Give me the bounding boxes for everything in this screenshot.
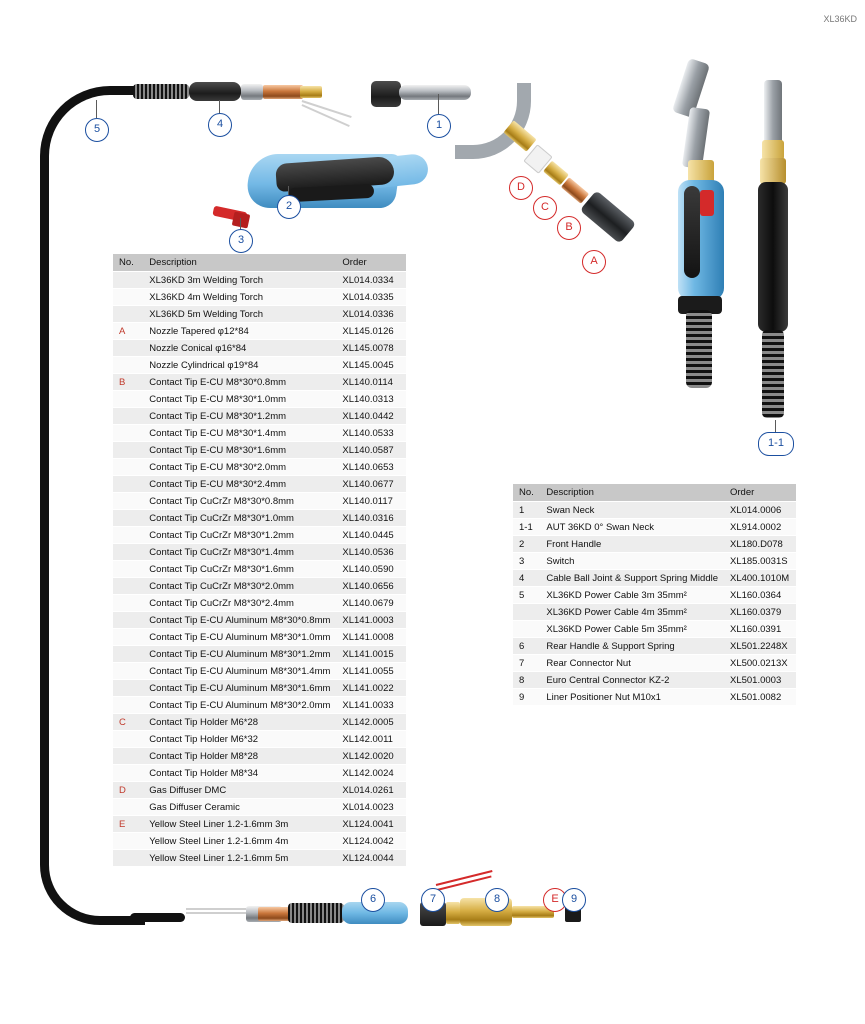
contact-tip-B [561, 177, 589, 204]
row-order: XL140.0313 [336, 391, 406, 408]
col-order: Order [724, 484, 796, 502]
row-num [513, 604, 540, 621]
row-desc: XL36KD 3m Welding Torch [143, 272, 336, 289]
row-desc: Nozzle Tapered φ12*84 [143, 323, 336, 340]
table-row [113, 612, 406, 629]
row-num: 2 [513, 536, 540, 553]
callout-9[interactable]: 9 [562, 888, 586, 912]
row-desc: Contact Tip E-CU M8*30*0.8mm [143, 374, 336, 391]
table-row [113, 425, 406, 442]
table-row [113, 561, 406, 578]
callout-5[interactable]: 5 [85, 118, 109, 142]
table-row [113, 272, 406, 289]
table-row [513, 638, 796, 655]
row-key [113, 340, 143, 357]
row-key [113, 459, 143, 476]
copper-crimp-bottom [258, 907, 290, 921]
row-order: XL142.0011 [336, 731, 406, 748]
row-order: XL160.0391 [724, 621, 796, 638]
main-parts-table [113, 254, 406, 867]
table-row [113, 578, 406, 595]
row-order: XL500.0213X [724, 655, 796, 672]
callout-2[interactable]: 2 [277, 195, 301, 219]
row-key [113, 442, 143, 459]
main-table-body [113, 272, 406, 867]
table-row [113, 323, 406, 340]
leader-5 [96, 100, 97, 118]
row-desc: Contact Tip Holder M8*28 [143, 748, 336, 765]
table-row [513, 502, 796, 519]
row-key [113, 544, 143, 561]
row-desc: Contact Tip E-CU Aluminum M8*30*1.2mm [143, 646, 336, 663]
row-order: XL160.0379 [724, 604, 796, 621]
col-description: Description [540, 484, 724, 502]
table-row [113, 731, 406, 748]
row-desc: Cable Ball Joint & Support Spring Middle [540, 570, 724, 587]
bottom-wire-1 [186, 908, 246, 910]
table-row [513, 536, 796, 553]
table-row [113, 765, 406, 782]
row-key [113, 391, 143, 408]
row-desc: Contact Tip E-CU Aluminum M8*30*1.0mm [143, 629, 336, 646]
row-order: XL140.0590 [336, 561, 406, 578]
swan-neck-bend [455, 83, 531, 159]
row-order: XL014.0023 [336, 799, 406, 816]
callout-6[interactable]: 6 [361, 888, 385, 912]
table-row [513, 655, 796, 672]
row-desc: Nozzle Conical φ16*84 [143, 340, 336, 357]
table-row [113, 340, 406, 357]
table-row [513, 553, 796, 570]
row-key [113, 731, 143, 748]
row-order: XL145.0126 [336, 323, 406, 340]
callout-A[interactable]: A [582, 250, 606, 274]
row-order: XL141.0008 [336, 629, 406, 646]
row-desc: Liner Positioner Nut M10x1 [540, 689, 724, 706]
row-key [113, 306, 143, 323]
row-order: XL400.1010M [724, 570, 796, 587]
row-key [113, 357, 143, 374]
row-order: XL014.0261 [336, 782, 406, 799]
table-row [113, 714, 406, 731]
table-row [113, 544, 406, 561]
col-no: No. [513, 484, 540, 502]
rear-support-spring [288, 903, 344, 923]
row-order: XL142.0005 [336, 714, 406, 731]
row-key: E [113, 816, 143, 833]
row-desc: Contact Tip CuCrZr M8*30*2.0mm [143, 578, 336, 595]
row-order: XL140.0587 [336, 442, 406, 459]
row-key [113, 578, 143, 595]
row-order: XL142.0020 [336, 748, 406, 765]
row-desc: Yellow Steel Liner 1.2-1.6mm 5m [143, 850, 336, 867]
cable-ball-joint [189, 82, 241, 101]
row-key [113, 765, 143, 782]
table-row [113, 442, 406, 459]
row-order: XL140.0114 [336, 374, 406, 391]
row-order: XL185.0031S [724, 553, 796, 570]
row-desc: Rear Connector Nut [540, 655, 724, 672]
col-description: Description [143, 254, 336, 272]
row-desc: Contact Tip CuCrZr M8*30*2.4mm [143, 595, 336, 612]
front-handle [248, 146, 428, 212]
table-row [113, 680, 406, 697]
leader-4 [219, 100, 220, 114]
row-order: XL914.0002 [724, 519, 796, 536]
table-row [513, 672, 796, 689]
row-num: 7 [513, 655, 540, 672]
row-key [113, 289, 143, 306]
row-key: B [113, 374, 143, 391]
support-spring-middle [133, 84, 189, 99]
nozzle-A [580, 190, 637, 243]
row-desc: Switch [540, 553, 724, 570]
corner-note: XL36KD [823, 14, 857, 24]
row-desc: Contact Tip E-CU M8*30*1.6mm [143, 442, 336, 459]
table-row [513, 570, 796, 587]
row-order: XL140.0533 [336, 425, 406, 442]
row-key [113, 646, 143, 663]
row-desc: XL36KD Power Cable 3m 35mm² [540, 587, 724, 604]
row-desc: AUT 36KD 0° Swan Neck [540, 519, 724, 536]
col-no: No. [113, 254, 143, 272]
row-num [513, 621, 540, 638]
euro-central-connector [446, 902, 460, 924]
row-order: XL501.0082 [724, 689, 796, 706]
row-key [113, 510, 143, 527]
row-key [113, 408, 143, 425]
row-desc: XL36KD Power Cable 5m 35mm² [540, 621, 724, 638]
table-row [113, 646, 406, 663]
row-order: XL014.0335 [336, 289, 406, 306]
row-desc: Contact Tip Holder M6*28 [143, 714, 336, 731]
row-desc: Front Handle [540, 536, 724, 553]
table-row [113, 510, 406, 527]
switch-trigger [213, 205, 251, 227]
row-order: XL140.0445 [336, 527, 406, 544]
row-order: XL140.0536 [336, 544, 406, 561]
table-row [113, 816, 406, 833]
row-desc: Contact Tip E-CU M8*30*2.4mm [143, 476, 336, 493]
row-desc: Contact Tip E-CU M8*30*1.4mm [143, 425, 336, 442]
brass-nut-top [300, 86, 322, 98]
row-desc: Euro Central Connector KZ-2 [540, 672, 724, 689]
table-row [513, 587, 796, 604]
complete-torch [660, 60, 740, 390]
row-desc: Swan Neck [540, 502, 724, 519]
row-key [113, 527, 143, 544]
row-order: XL501.2248X [724, 638, 796, 655]
row-desc: Contact Tip E-CU M8*30*2.0mm [143, 459, 336, 476]
row-desc: Contact Tip CuCrZr M8*30*1.2mm [143, 527, 336, 544]
neck-insulator [371, 81, 401, 107]
row-key: C [113, 714, 143, 731]
row-desc: XL36KD 5m Welding Torch [143, 306, 336, 323]
table-row [113, 663, 406, 680]
row-order: XL140.0656 [336, 578, 406, 595]
row-order: XL014.0336 [336, 306, 406, 323]
row-key [113, 595, 143, 612]
joint-ferrule [241, 84, 263, 100]
row-key: D [113, 782, 143, 799]
row-order: XL124.0044 [336, 850, 406, 867]
row-key [113, 697, 143, 714]
row-desc: Gas Diffuser DMC [143, 782, 336, 799]
table-row [513, 689, 796, 706]
row-num: 9 [513, 689, 540, 706]
row-order: XL141.0033 [336, 697, 406, 714]
row-order: XL140.0117 [336, 493, 406, 510]
row-desc: Contact Tip E-CU Aluminum M8*30*1.6mm [143, 680, 336, 697]
row-num: 5 [513, 587, 540, 604]
table-row [113, 374, 406, 391]
row-order: XL140.0442 [336, 408, 406, 425]
side-table-header-row [513, 484, 796, 502]
row-desc: Contact Tip E-CU Aluminum M8*30*1.4mm [143, 663, 336, 680]
table-row [113, 799, 406, 816]
row-order: XL160.0364 [724, 587, 796, 604]
row-num: 3 [513, 553, 540, 570]
aut-swan-neck [752, 80, 798, 440]
table-row [113, 289, 406, 306]
table-row [113, 748, 406, 765]
table-row [113, 697, 406, 714]
row-order: XL140.0653 [336, 459, 406, 476]
row-num: 6 [513, 638, 540, 655]
callout-7[interactable]: 7 [421, 888, 445, 912]
cable-bottom-run [130, 913, 185, 922]
callout-E[interactable]: E [543, 888, 567, 912]
callout-D[interactable]: D [509, 176, 533, 200]
row-order: XL145.0078 [336, 340, 406, 357]
row-key [113, 476, 143, 493]
row-order: XL180.D078 [724, 536, 796, 553]
side-table-body [513, 502, 796, 706]
table-row [113, 833, 406, 850]
col-order: Order [336, 254, 406, 272]
table-row [113, 629, 406, 646]
row-num: 1 [513, 502, 540, 519]
row-desc: Contact Tip E-CU M8*30*1.2mm [143, 408, 336, 425]
row-desc: Contact Tip Holder M8*34 [143, 765, 336, 782]
row-desc: Contact Tip CuCrZr M8*30*1.6mm [143, 561, 336, 578]
row-order: XL124.0042 [336, 833, 406, 850]
row-key [113, 850, 143, 867]
callout-C[interactable]: C [533, 196, 557, 220]
row-num: 4 [513, 570, 540, 587]
row-key [113, 663, 143, 680]
row-order: XL141.0055 [336, 663, 406, 680]
copper-connector-top [263, 85, 303, 99]
table-row [113, 527, 406, 544]
row-desc: Contact Tip CuCrZr M8*30*1.4mm [143, 544, 336, 561]
row-order: XL140.0677 [336, 476, 406, 493]
table-row [113, 459, 406, 476]
table-header-row [113, 254, 406, 272]
row-num: 8 [513, 672, 540, 689]
row-order: XL140.0316 [336, 510, 406, 527]
row-desc: Contact Tip Holder M6*32 [143, 731, 336, 748]
row-key [113, 833, 143, 850]
row-key [113, 629, 143, 646]
row-desc: Gas Diffuser Ceramic [143, 799, 336, 816]
table-row [513, 519, 796, 536]
row-key [113, 748, 143, 765]
row-desc: Contact Tip E-CU Aluminum M8*30*0.8mm [143, 612, 336, 629]
row-key [113, 561, 143, 578]
table-row [113, 782, 406, 799]
row-desc: XL36KD 4m Welding Torch [143, 289, 336, 306]
row-key [113, 493, 143, 510]
callout-B[interactable]: B [557, 216, 581, 240]
row-order: XL145.0045 [336, 357, 406, 374]
table-row [113, 493, 406, 510]
callout-1[interactable]: 1 [427, 114, 451, 138]
table-row [513, 621, 796, 638]
gas-diffuser-D [503, 120, 536, 152]
row-key [113, 680, 143, 697]
row-order: XL141.0015 [336, 646, 406, 663]
table-row [113, 391, 406, 408]
row-key [113, 612, 143, 629]
row-order: XL014.0006 [724, 502, 796, 519]
row-desc: Contact Tip E-CU M8*30*1.0mm [143, 391, 336, 408]
row-desc: Nozzle Cylindrical φ19*84 [143, 357, 336, 374]
row-order: XL124.0041 [336, 816, 406, 833]
callout-1-1[interactable]: 1-1 [758, 432, 794, 456]
row-order: XL142.0024 [336, 765, 406, 782]
table-row [113, 408, 406, 425]
row-num: 1-1 [513, 519, 540, 536]
table-row [113, 357, 406, 374]
leader-1 [438, 94, 439, 114]
row-order: XL140.0679 [336, 595, 406, 612]
row-order: XL501.0003 [724, 672, 796, 689]
row-key [113, 272, 143, 289]
callout-8[interactable]: 8 [485, 888, 509, 912]
row-desc: Rear Handle & Support Spring [540, 638, 724, 655]
row-key [113, 425, 143, 442]
row-order: XL014.0334 [336, 272, 406, 289]
table-row [113, 595, 406, 612]
side-parts-table [513, 484, 796, 706]
row-desc: Yellow Steel Liner 1.2-1.6mm 3m [143, 816, 336, 833]
bottom-wire-2 [186, 912, 246, 914]
callout-4[interactable]: 4 [208, 113, 232, 137]
table-row [113, 850, 406, 867]
row-desc: Yellow Steel Liner 1.2-1.6mm 4m [143, 833, 336, 850]
row-order: XL141.0003 [336, 612, 406, 629]
row-key: A [113, 323, 143, 340]
table-row [113, 476, 406, 493]
row-desc: Contact Tip E-CU Aluminum M8*30*2.0mm [143, 697, 336, 714]
table-row [513, 604, 796, 621]
row-order: XL141.0022 [336, 680, 406, 697]
row-desc: XL36KD Power Cable 4m 35mm² [540, 604, 724, 621]
table-row [113, 306, 406, 323]
row-desc: Contact Tip CuCrZr M8*30*0.8mm [143, 493, 336, 510]
callout-3[interactable]: 3 [229, 229, 253, 253]
row-key [113, 799, 143, 816]
row-desc: Contact Tip CuCrZr M8*30*1.0mm [143, 510, 336, 527]
